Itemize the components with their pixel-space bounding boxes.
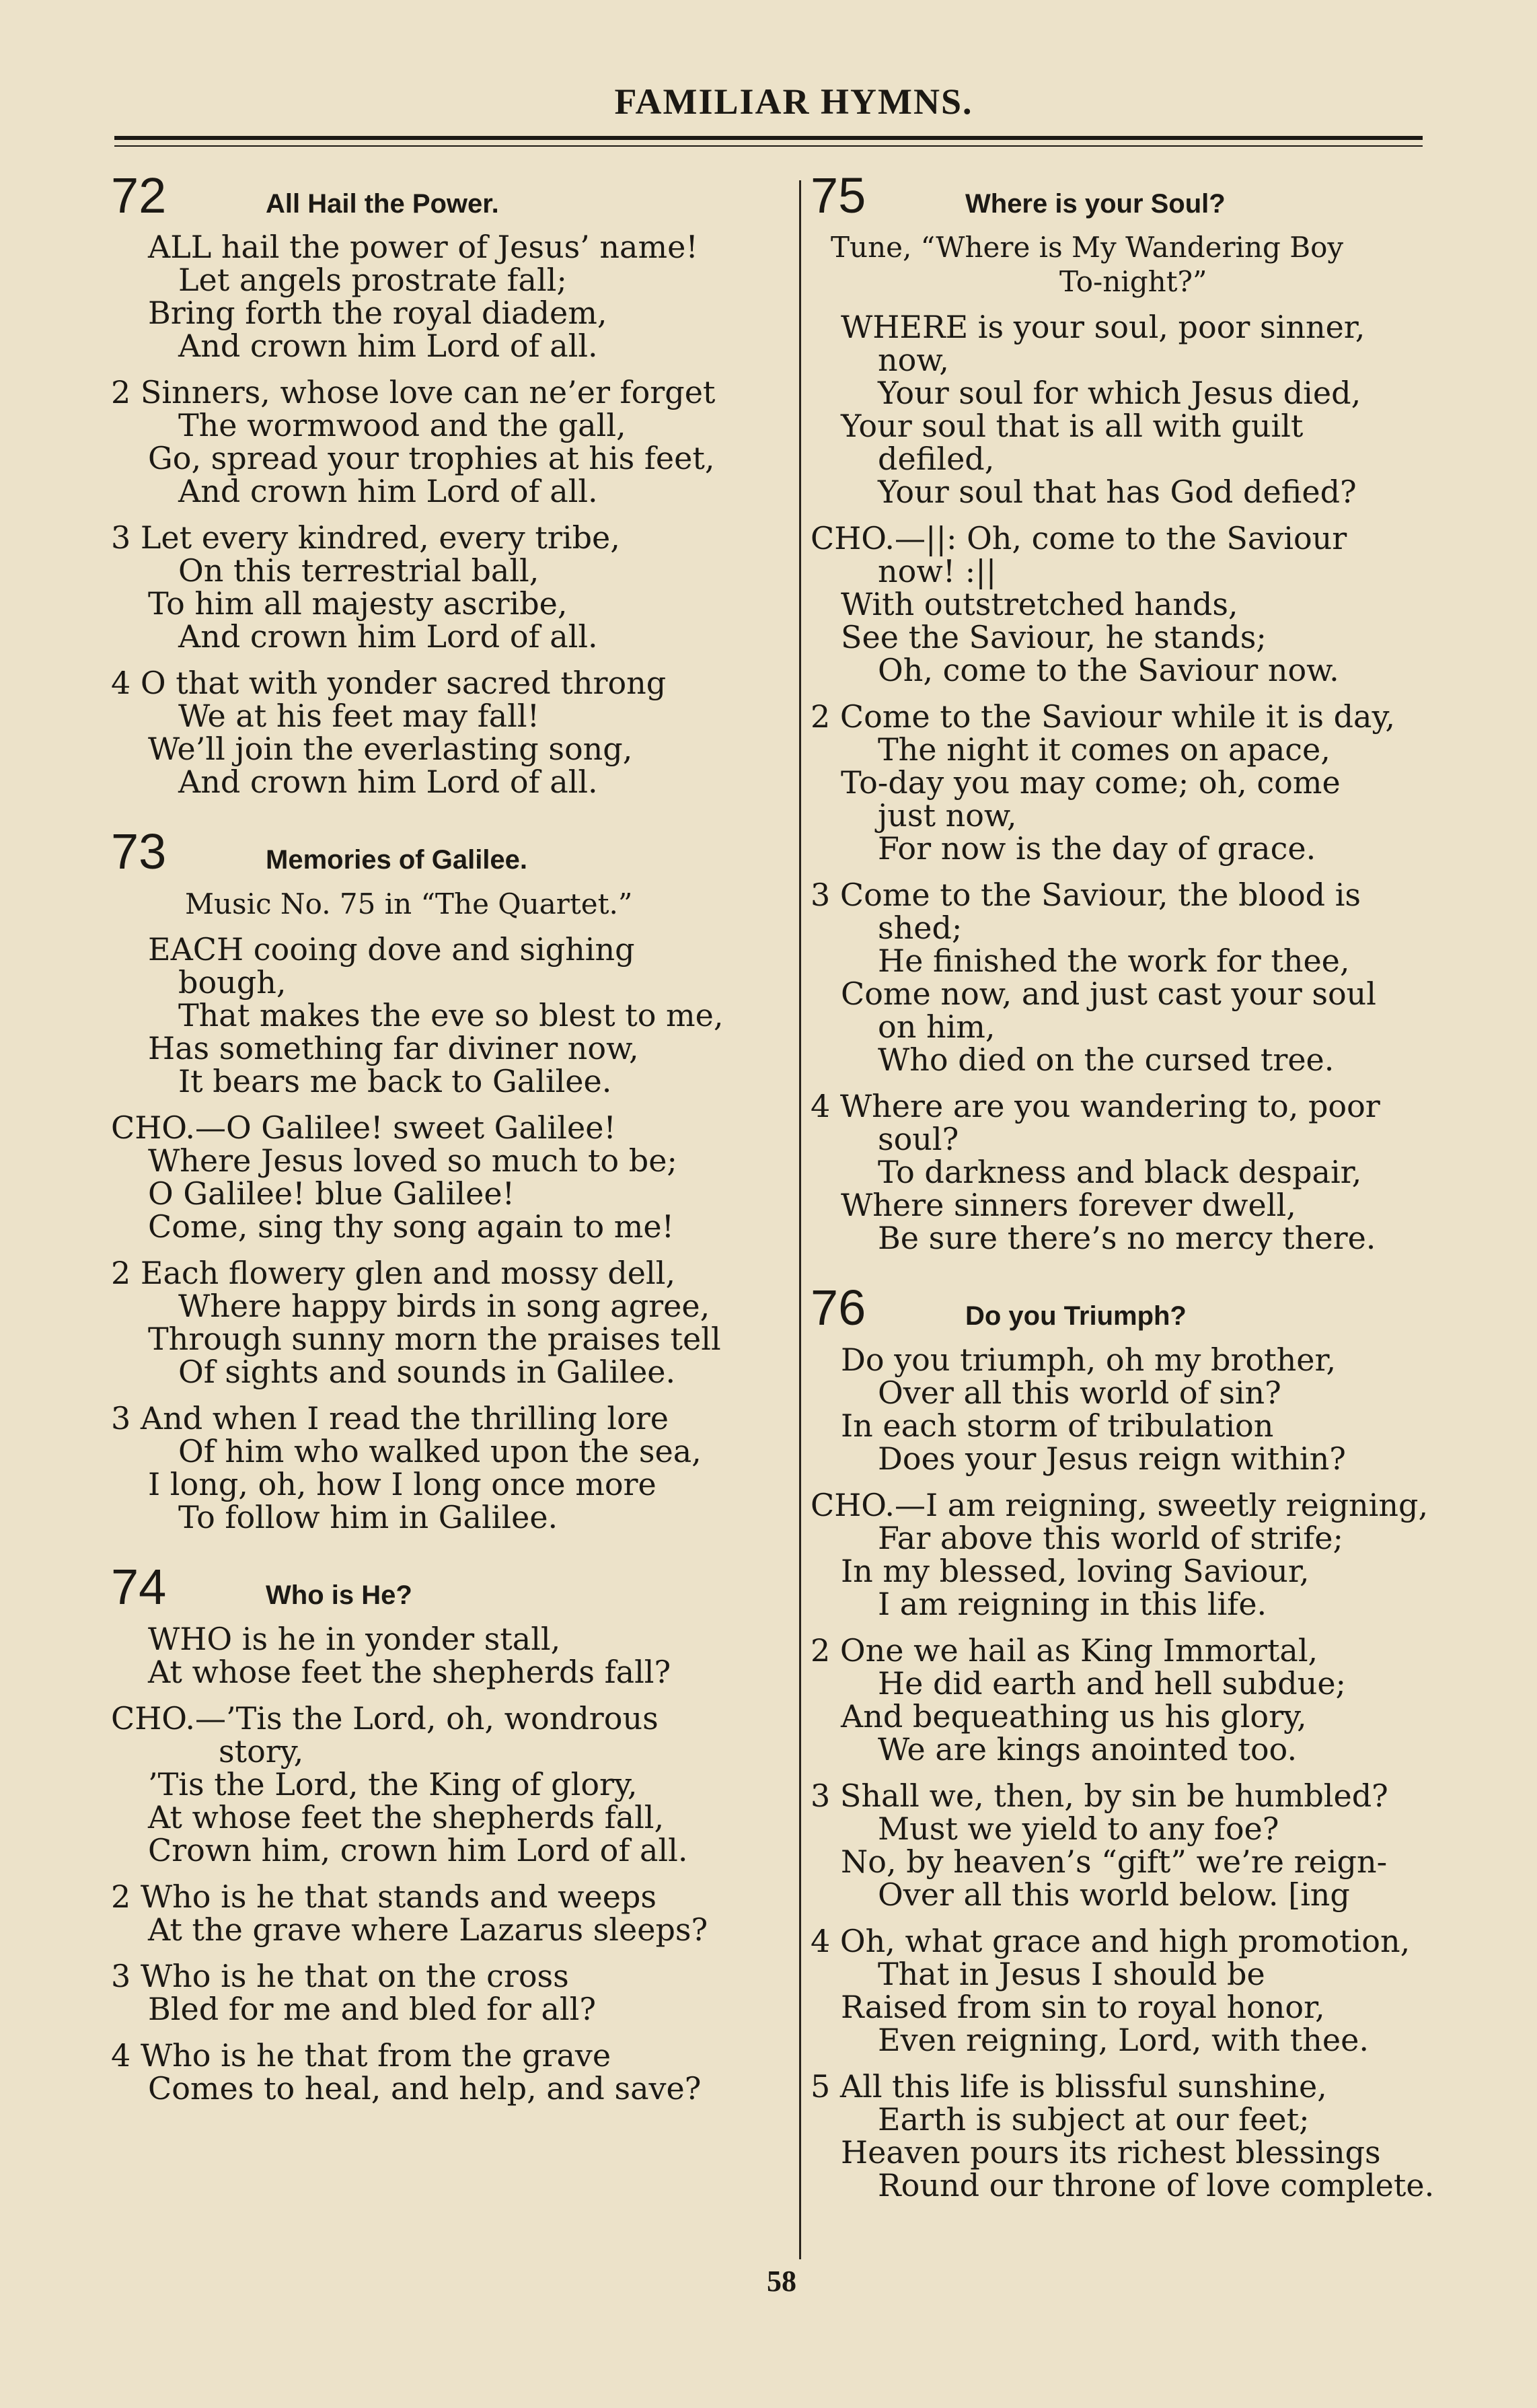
verse-line: We are kings anointed too.: [878, 1730, 1298, 1767]
verse-line: Come, sing thy song again to me!: [148, 1208, 675, 1245]
verse-line: 3 Who is he that on the cross: [111, 1957, 569, 1994]
verse-line: 4 Oh, what grace and high promotion,: [811, 1922, 1411, 1959]
hymn-number: 72: [111, 168, 167, 223]
chorus: [811, 522, 1483, 687]
verse-line: And bequeathing us his glory,: [841, 1698, 1307, 1735]
chorus: [111, 1702, 784, 1867]
verse-line: on him,: [878, 1009, 996, 1046]
hymn-header: [811, 1280, 1483, 1335]
hymn-76: [811, 1280, 1483, 2201]
stanza-1: [111, 933, 784, 1098]
verse-line: At whose feet the shepherds fall,: [148, 1798, 665, 1835]
verse-line: Raised from sin to royal honor,: [841, 1988, 1325, 2025]
verse-line: For now is the day of grace.: [878, 830, 1316, 867]
verse-line: To darkness and black despair,: [878, 1154, 1362, 1191]
stanza-2: [811, 1634, 1483, 1766]
stanza-3: [111, 521, 784, 653]
verse-line: 2 One we hail as King Immortal,: [811, 1632, 1318, 1669]
verse-line: Come now, and just cast your soul: [841, 976, 1377, 1013]
verse-line: 3 Let every kindred, every tribe,: [111, 519, 620, 556]
verse-line: Bring forth the royal diadem,: [148, 295, 607, 332]
verse-line: Even reigning, Lord, with thee.: [878, 2021, 1369, 2058]
verse-line: The wormwood and the gall,: [178, 407, 626, 444]
verse-line: Has something far diviner now,: [148, 1030, 639, 1067]
chorus: [111, 1111, 784, 1243]
stanza-1: [811, 311, 1483, 509]
verse-line: Earth is subject at our feet;: [878, 2101, 1310, 2138]
stanza-2: [111, 376, 784, 508]
verse-line: The night it comes on apace,: [878, 731, 1330, 768]
verse-line: And crown him Lord of all.: [178, 618, 598, 655]
verse-line: Where sinners forever dwell,: [841, 1187, 1296, 1224]
verse-line: CHO.—’Tis the Lord, oh, wondrous: [111, 1700, 659, 1737]
hymn-title: All Hail the Power.: [266, 189, 499, 219]
verse-line: See the Saviour, he stands;: [841, 619, 1267, 656]
verse-line: 3 And when I read the thrilling lore: [111, 1400, 669, 1437]
verse-line: Your soul that has God defied?: [878, 474, 1357, 511]
verse-line: In each storm of tribulation: [841, 1407, 1274, 1444]
verse-line: Oh, come to the Saviour now.: [878, 652, 1339, 689]
verse-line: And crown him Lord of all.: [178, 328, 598, 365]
verse-line: Does your Jesus reign within?: [878, 1440, 1346, 1477]
verse-line: To-day you may come; oh, come: [841, 764, 1341, 801]
verse-line: Bled for me and bled for all?: [148, 1990, 597, 2027]
right-column: [811, 168, 1483, 2228]
verse-line: 2 Come to the Saviour while it is day,: [811, 698, 1395, 735]
verse-line: On this terrestrial ball,: [178, 552, 539, 589]
stanza-3: [811, 879, 1483, 1077]
verse-line: CHO.—||: Oh, come to the Saviour: [811, 520, 1347, 557]
stanza-2: [111, 1878, 784, 1948]
verse-line: bough,: [178, 964, 287, 1001]
verse-line: WHO is he in yonder stall,: [148, 1620, 561, 1657]
verse-line: At whose feet the shepherds fall?: [148, 1653, 671, 1690]
verse-line: Do you triumph, oh my brother,: [841, 1341, 1337, 1378]
verse-line: Far above this world of strife;: [878, 1519, 1343, 1556]
verse-line: And crown him Lord of all.: [178, 764, 598, 801]
stanza-1: [111, 1620, 784, 1690]
verse-line: O Galilee! blue Galilee!: [148, 1175, 515, 1212]
column-divider: [799, 180, 801, 2259]
verse-line: Of him who walked upon the sea,: [178, 1433, 702, 1470]
stanza-4: [111, 667, 784, 799]
verse-line: To follow him in Galilee.: [178, 1499, 558, 1536]
verse-line: Round our throne of love complete.: [878, 2166, 1435, 2203]
verse-line: Over all this world of sin?: [878, 1374, 1281, 1411]
verse-line: He finished the work for thee,: [878, 943, 1350, 980]
verse-line: And crown him Lord of all.: [178, 473, 598, 510]
verse-line: Over all this world below. [ing: [878, 1876, 1350, 1913]
verse-line: defiled,: [878, 441, 995, 478]
verse-line: In my blessed, loving Saviour,: [841, 1552, 1310, 1589]
hymn-number: 75: [811, 168, 866, 223]
hymn-note: Music No. 75 in “The Quartet.”: [185, 887, 633, 920]
verse-line: That makes the eve so blest to me,: [178, 997, 724, 1034]
verse-line: EACH cooing dove and sighing: [148, 931, 635, 968]
verse-line: Let angels prostrate fall;: [178, 262, 567, 299]
verse-line: Be sure there’s no mercy there.: [878, 1220, 1376, 1257]
verse-line: He did earth and hell subdue;: [878, 1665, 1347, 1702]
verse-line: ’Tis the Lord, the King of glory,: [148, 1765, 638, 1802]
verse-line: I am reigning in this life.: [878, 1585, 1267, 1622]
page-number: 58: [767, 2265, 796, 2298]
hymn-title: Where is your Soul?: [965, 189, 1226, 219]
verse-line: ALL hail the power of Jesus’ name!: [148, 229, 698, 266]
stanza-3: [111, 1957, 784, 2027]
hymn-header: [111, 1560, 784, 1614]
verse-line: 4 O that with yonder sacred throng: [111, 665, 667, 702]
verse-line: just now,: [878, 797, 1017, 834]
chorus: [811, 1486, 1483, 1622]
verse-line: 4 Where are you wandering to, poor: [811, 1088, 1380, 1125]
stanza-3: [111, 1402, 784, 1534]
verse-line: shed;: [878, 910, 963, 947]
verse-line: Of sights and sounds in Galilee.: [178, 1354, 676, 1391]
stanza-4: [811, 1922, 1483, 2058]
hymn-header: [111, 168, 784, 223]
hymn-number: 73: [111, 824, 167, 880]
verse-line: Your soul for which Jesus died,: [878, 375, 1361, 412]
verse-line: 2 Each flowery glen and mossy dell,: [111, 1255, 676, 1292]
verse-line: We at his feet may fall!: [178, 698, 540, 735]
verse-line: Through sunny morn the praises tell: [148, 1321, 721, 1358]
verse-line: At the grave where Lazarus sleeps?: [148, 1911, 708, 1948]
verse-line: Heaven pours its richest blessings: [841, 2133, 1381, 2170]
verse-line: Must we yield to any foe?: [878, 1810, 1279, 1847]
stanza-1: [811, 1341, 1483, 1477]
stanza-2: [811, 700, 1483, 865]
hymn-75: [811, 168, 1483, 1255]
verse-line: 4 Who is he that from the grave: [111, 2037, 611, 2074]
verse-line: Go, spread your trophies at his feet,: [148, 440, 715, 477]
hymn-73: [111, 824, 784, 1534]
stanza-4: [811, 1090, 1483, 1255]
note-line: Tune, “Where is My Wandering Boy: [831, 231, 1344, 264]
hymn-title: Do you Triumph?: [965, 1301, 1187, 1331]
stanza-2: [111, 1257, 784, 1389]
hymn-number: 74: [111, 1559, 167, 1615]
hymn-title: Who is He?: [266, 1580, 412, 1611]
hymn-title: Memories of Galilee.: [266, 845, 528, 875]
verse-line: 3 Shall we, then, by sin be humbled?: [811, 1777, 1388, 1814]
header-rule: [114, 136, 1423, 147]
hymn-72: [111, 168, 784, 799]
verse-line: That in Jesus I should be: [878, 1955, 1265, 1992]
verse-line: CHO.—O Galilee! sweet Galilee!: [111, 1109, 616, 1146]
hymn-header: [811, 168, 1483, 223]
hymn-note: [811, 231, 1483, 299]
verse-line: WHERE is your soul, poor sinner,: [841, 309, 1365, 346]
verse-line: now! :||: [878, 553, 997, 590]
stanza-5: [811, 2070, 1483, 2202]
note-line: To-night?”: [1059, 264, 1207, 298]
verse-line: Your soul that is all with guilt: [841, 408, 1304, 445]
verse-line: Where happy birds in song agree,: [178, 1288, 710, 1325]
verse-line: CHO.—I am reigning, sweetly reigning,: [811, 1486, 1429, 1523]
verse-line: To him all majesty ascribe,: [148, 585, 568, 622]
hymn-header: [111, 824, 784, 879]
verse-line: With outstretched hands,: [841, 586, 1238, 623]
verse-line: Who died on the cursed tree.: [878, 1042, 1335, 1079]
verse-line: 5 All this life is blissful sunshine,: [811, 2068, 1327, 2105]
verse-line: 2 Who is he that stands and weeps: [111, 1878, 657, 1915]
verse-line: Comes to heal, and help, and save?: [148, 2070, 702, 2107]
verse-line: No, by heaven’s “gift” we’re reign-: [841, 1843, 1388, 1880]
verse-line: story,: [219, 1732, 304, 1769]
verse-line: 3 Come to the Saviour, the blood is: [811, 877, 1361, 914]
verse-line: We’ll join the everlasting song,: [148, 731, 633, 768]
verse-line: soul?: [878, 1121, 959, 1158]
verse-line: I long, oh, how I long once more: [148, 1466, 657, 1503]
stanza-4: [111, 2039, 784, 2105]
hymn-number: 76: [811, 1280, 866, 1336]
running-head: FAMILIAR HYMNS.: [614, 81, 973, 122]
left-column: [111, 168, 784, 2131]
stanza-3: [811, 1777, 1483, 1913]
hymn-74: [111, 1560, 784, 2105]
verse-line: Crown him, crown him Lord of all.: [148, 1831, 688, 1868]
verse-line: Where Jesus loved so much to be;: [148, 1142, 677, 1179]
verse-line: 2 Sinners, whose love can ne’er forget: [111, 374, 716, 411]
verse-line: It bears me back to Galilee.: [178, 1063, 612, 1100]
verse-line: now,: [878, 342, 949, 379]
stanza-1: [111, 231, 784, 363]
